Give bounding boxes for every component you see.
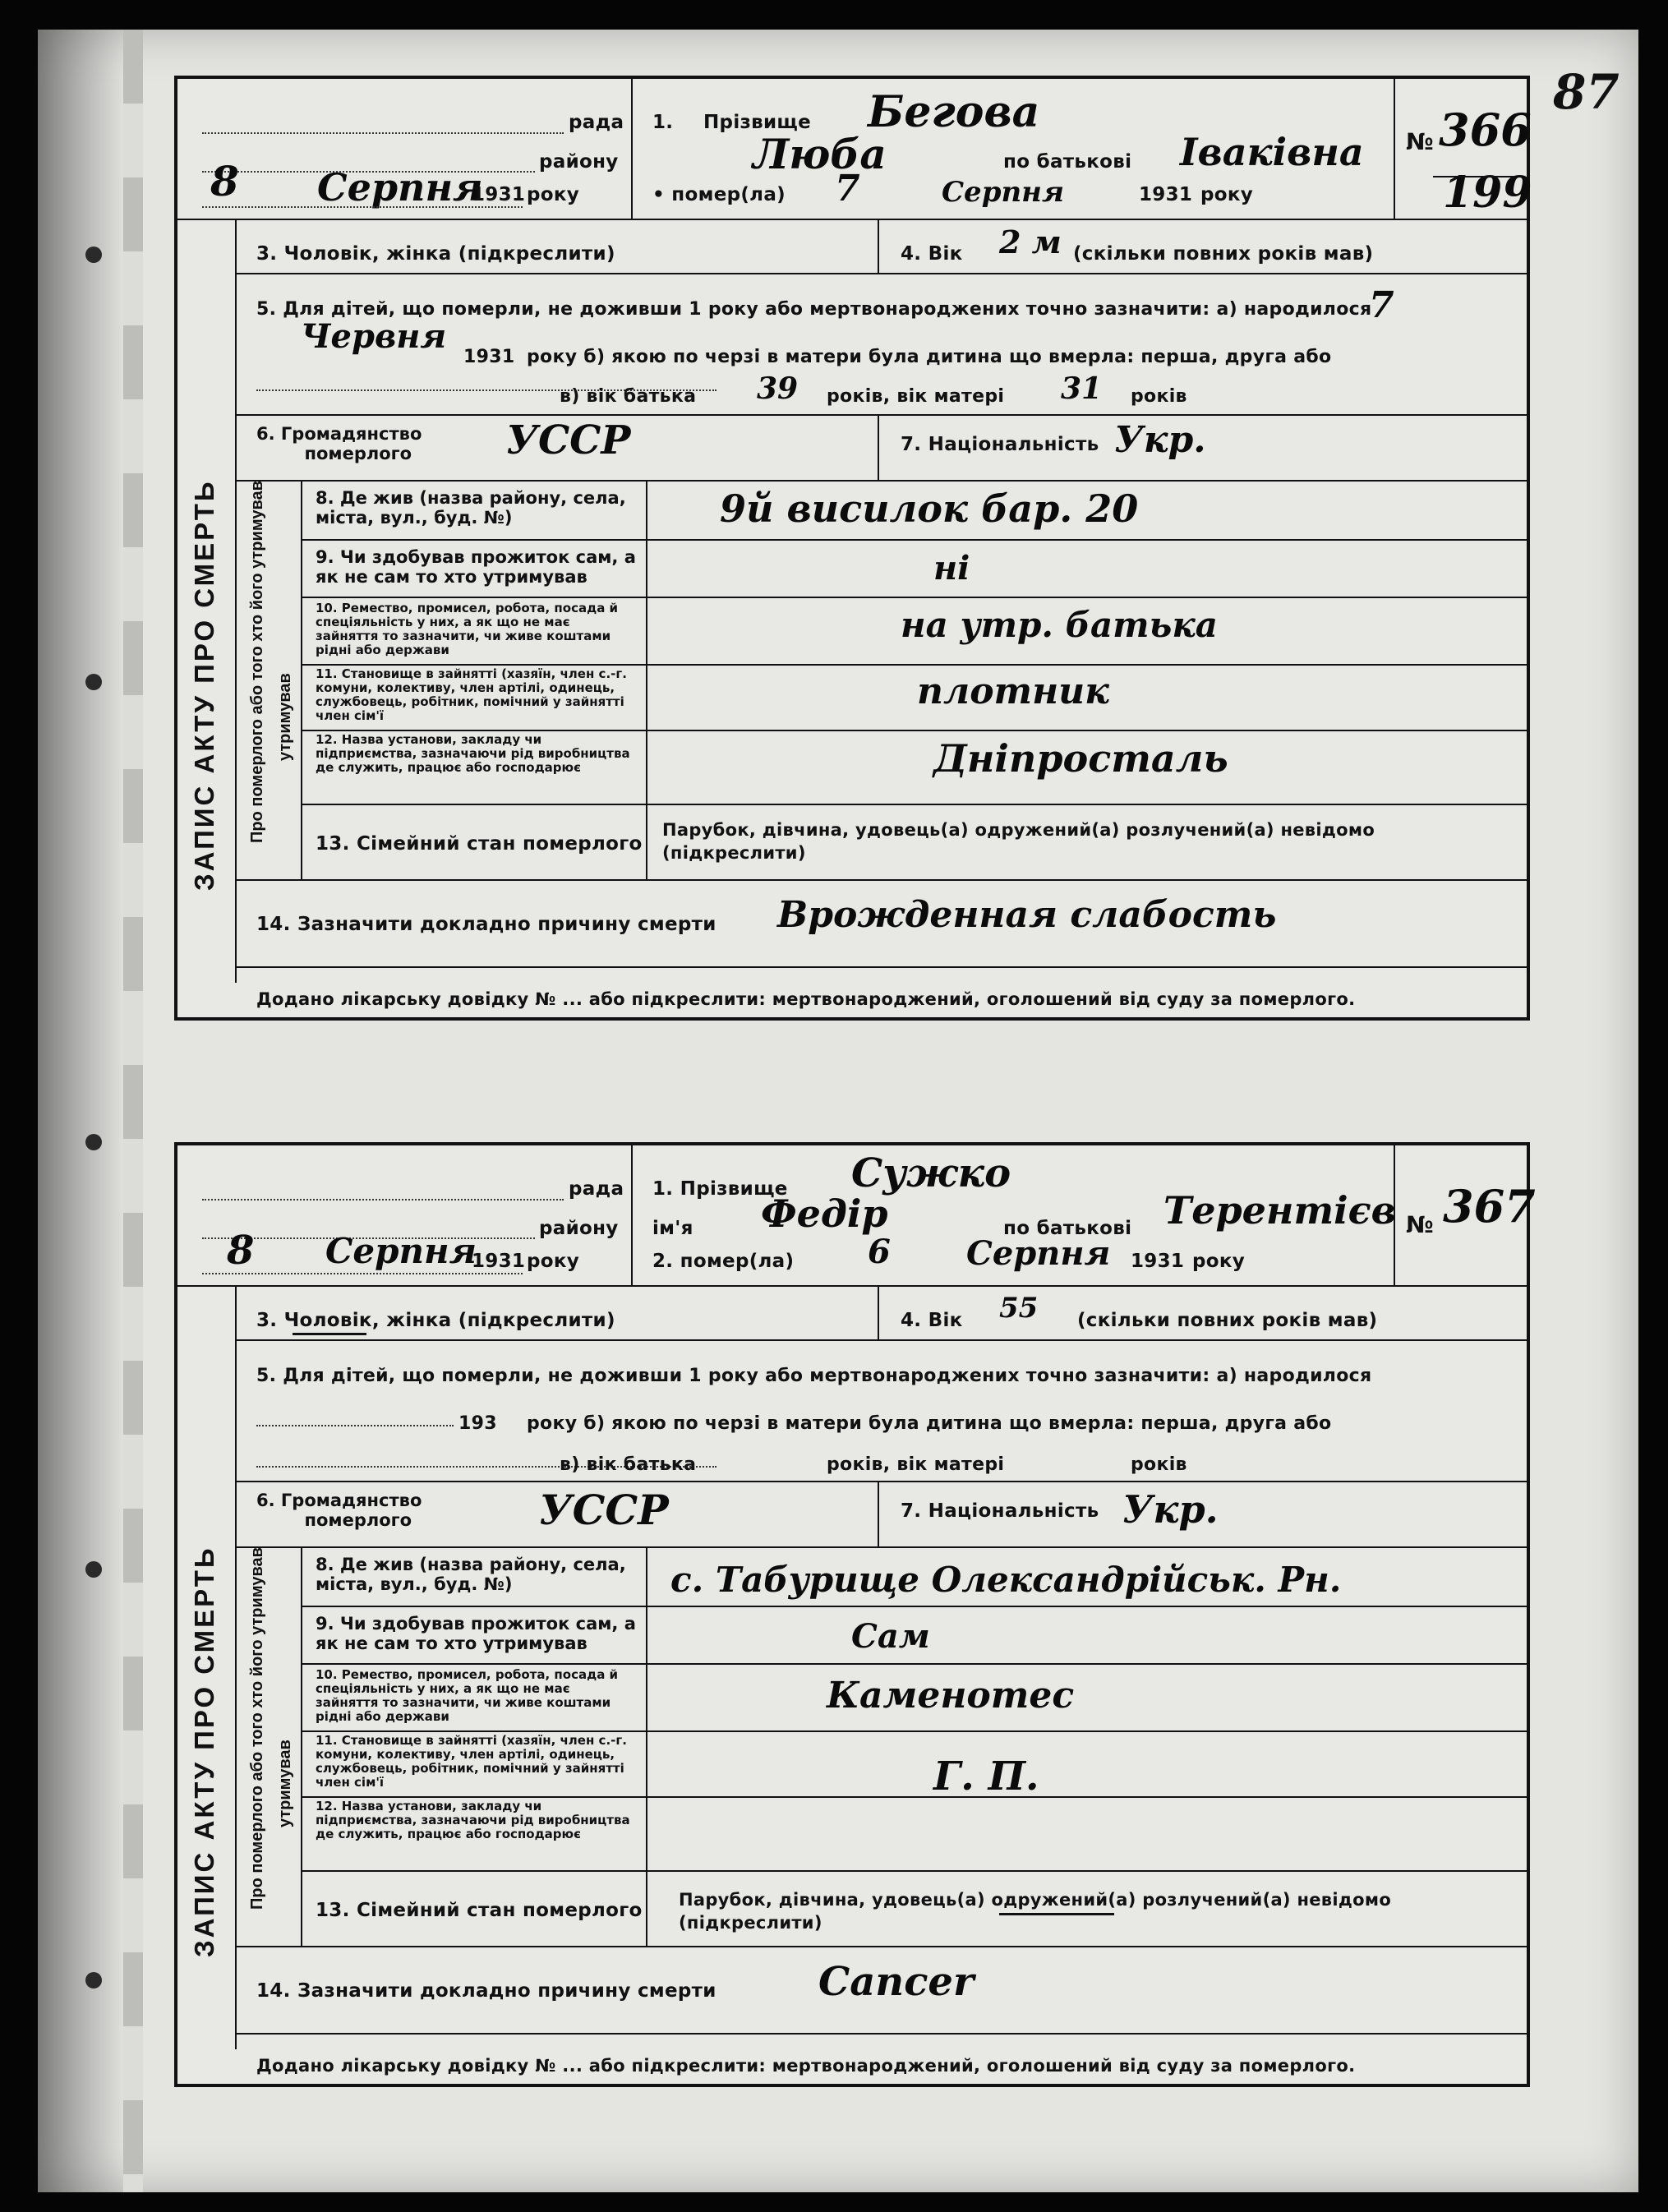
- field-5-line1: 5. Для дітей, що померли, не доживши 1 року або мертвонароджених точно зазначити: а) народилося: [256, 1366, 1372, 1386]
- field-5-line3b: років, вік матері: [827, 1454, 1005, 1475]
- roku-label: року: [527, 1251, 580, 1272]
- death-record-form-2: [174, 1142, 1536, 2087]
- nationality-value: Укр.: [1122, 1487, 1219, 1532]
- born-year: 1931: [463, 347, 515, 367]
- rada-label: рада: [569, 1178, 624, 1200]
- side-title: ЗАПИС АКТУ ПРО СМЕРТЬ: [189, 479, 219, 891]
- death-year: 1931: [1139, 184, 1193, 205]
- rada-label: рада: [569, 112, 624, 133]
- occupation-value: на утр. батька: [901, 605, 1218, 645]
- position-value: плотник: [917, 671, 1109, 712]
- surname-label: 1. Прізвище: [652, 1178, 788, 1200]
- binding-shadow: [38, 30, 128, 2192]
- archive-page-number: 87: [1553, 64, 1620, 120]
- surname-value: Сужко: [851, 1150, 1011, 1196]
- field-11-label: 11. Становище в зайнятті (хазяїн, член с.-г. комуни, колективу, член артілі, одинець, службовець, робітник, помічний у зайнятті член сім'ї: [316, 666, 627, 723]
- field-4-tail: (скільки повних років мав): [1073, 243, 1374, 265]
- field-5-line3a: в) вік батька: [560, 1454, 697, 1475]
- death-roku-label: року: [1200, 184, 1254, 205]
- residence-value: 9й висилок бар. 20: [720, 486, 1139, 531]
- roku-label: року: [527, 184, 580, 205]
- died-label: • помер(ла): [652, 184, 786, 205]
- nationality-value: Укр.: [1114, 419, 1206, 461]
- field-5-line3c: років: [1131, 1454, 1187, 1475]
- field-14-label: 14. Зазначити докладно причину смерти: [256, 1980, 717, 2002]
- patronymic-value: Іваківна: [1180, 130, 1364, 174]
- field-5-line3b: років, вік матері: [827, 386, 1005, 407]
- year-prefix: 193: [458, 1413, 497, 1434]
- field-13-label: 13. Сімейний стан померлого: [316, 833, 643, 855]
- father-age: 39: [757, 371, 799, 406]
- side-title: ЗАПИС АКТУ ПРО СМЕРТЬ: [189, 1546, 219, 1957]
- born-month: Червня: [301, 317, 447, 356]
- number-label: №: [1406, 128, 1434, 155]
- patronymic-label: по батькові: [1003, 1218, 1132, 1239]
- born-day: 7: [1369, 284, 1394, 326]
- age-value: 2 м: [999, 224, 1062, 260]
- field-15-label: Додано лікарську довідку № ... або підкреслити: мертвонароджений, оголошений від суду за померлого.: [256, 2056, 1356, 2076]
- employer-value: Дніпросталь: [933, 736, 1228, 781]
- field-4-label: 4. Вік: [901, 243, 963, 265]
- field-5-line2: року б) якою по черзі в матери була дитина що вмерла: перша, друга або: [527, 1413, 1332, 1434]
- field-9-label: 9. Чи здобував прожиток сам, а як не сам то хто утримував: [316, 1614, 636, 1653]
- field-5-line2: року б) якою по черзі в матери була дитина що вмерла: перша, друга або: [527, 347, 1332, 367]
- field-11-label: 11. Становище в зайнятті (хазяїн, член с.-г. комуни, колективу, член артілі, одинець, службовець, робітник, помічний у зайнятті член сім'ї: [316, 1733, 627, 1790]
- patronymic-label: по батькові: [1003, 151, 1132, 173]
- record-number: 367: [1443, 1180, 1536, 1233]
- age-value: 55: [999, 1292, 1039, 1325]
- citizenship-value: УССР: [539, 1486, 669, 1534]
- field-4-label: 4. Вік: [901, 1310, 963, 1331]
- side-subtitle: Про померлого або того хто його утримував: [248, 1547, 266, 1910]
- citizenship-value: УССР: [506, 417, 631, 463]
- death-day: 7: [835, 168, 860, 210]
- field-3-label: 3. Чоловік, жінка (підкреслити): [256, 243, 615, 265]
- death-day: 6: [868, 1233, 891, 1271]
- field-5-line3a: в) вік батька: [560, 386, 697, 407]
- field-5-line3c: років: [1131, 386, 1187, 407]
- name-value: Люба: [753, 130, 887, 178]
- residence-value: с. Табурище Олександрійськ. Рн.: [670, 1560, 1342, 1600]
- raion-label: району: [539, 151, 619, 173]
- field-9-label: 9. Чи здобував прожиток сам, а як не сам то хто утримував: [316, 547, 636, 587]
- name-value: Федір: [761, 1191, 888, 1236]
- field-12-label: 12. Назва установи, закладу чи підприємства, зазначаючи рід виробництва де служить, працює або господарює: [316, 732, 630, 775]
- death-month: Серпня: [942, 176, 1065, 209]
- surname-label: Прізвище: [703, 112, 812, 133]
- patronymic-value: Терентієв: [1163, 1188, 1396, 1233]
- name-label: ім'я: [652, 1218, 693, 1239]
- field-14-label: 14. Зазначити докладно причину смерти: [256, 914, 717, 935]
- side-subtitle: Про померлого або того хто його утримував: [248, 481, 266, 843]
- cause-value: Врожденная слабость: [777, 894, 1277, 936]
- reg-day: 8: [227, 1228, 255, 1274]
- record-number: 366: [1439, 104, 1532, 156]
- binding-strip: [123, 30, 143, 2192]
- field-7-label: 7. Національність: [901, 1500, 1099, 1522]
- support-value: ні: [933, 549, 970, 588]
- occupation-value: Каменотес: [827, 1675, 1075, 1717]
- field-5-line1: 5. Для дітей, що померли, не доживши 1 року або мертвонароджених точно зазначити: а) народилося: [256, 299, 1372, 320]
- side-subtitle-2: утримував: [276, 673, 294, 761]
- number-label: №: [1406, 1211, 1434, 1238]
- mother-age: 31: [1061, 371, 1103, 406]
- field-13-options: Парубок, дівчина, удовець(а) одружений(а) розлучений(а) невідомо (підкреслити): [662, 820, 1375, 863]
- field-13-label: 13. Сімейний стан померлого: [316, 1900, 643, 1921]
- field-6-label: 6. Громадянство померлого: [256, 1491, 422, 1530]
- field-6-label: 6. Громадянство померлого: [256, 424, 422, 463]
- death-year: 1931: [1131, 1251, 1185, 1272]
- surname-value: Бегова: [868, 87, 1040, 137]
- field-15-label: Додано лікарську довідку № ... або підкреслити: мертвонароджений, оголошений від суду за померлого.: [256, 989, 1356, 1009]
- death-roku-label: року: [1192, 1251, 1246, 1272]
- reg-day: 8: [210, 157, 239, 205]
- field-4-tail: (скільки повних років мав): [1077, 1310, 1378, 1331]
- raion-label: району: [539, 1218, 619, 1239]
- death-record-form-1: [174, 76, 1530, 1021]
- support-value: Сам: [851, 1617, 930, 1656]
- field-3-label: 3. Чоловік, жінка (підкреслити): [256, 1310, 615, 1331]
- employer-value: Г. П.: [933, 1753, 1039, 1800]
- field-12-label: 12. Назва установи, закладу чи підприємства, зазначаючи рід виробництва де служить, працює або господарює: [316, 1799, 630, 1841]
- field-10-label: 10. Ремество, промисел, робота, посада й спеціяльність у них, а як що не має зайняття то зазначити, чи живе коштами рідні або держави: [316, 1667, 619, 1724]
- reg-year: 1931: [472, 1251, 526, 1272]
- side-subtitle-2: утримував: [276, 1740, 294, 1827]
- field-8-label: 8. Де жив (назва району, села, міста, вул., буд. №): [316, 1555, 626, 1594]
- reg-year: 1931: [472, 184, 526, 205]
- death-month: Серпня: [966, 1234, 1111, 1273]
- field-8-label: 8. Де жив (назва району, села, міста, вул., буд. №): [316, 488, 626, 528]
- died-label: 2. помер(ла): [652, 1251, 795, 1272]
- field-10-label: 10. Ремество, промисел, робота, посада й спеціяльність у них, а як що не має зайняття то зазначити, чи живе коштами рідні або держави: [316, 601, 619, 657]
- field-1-label: 1.: [652, 112, 674, 133]
- record-number-2: 199: [1443, 168, 1532, 218]
- field-13-options: Парубок, дівчина, удовець(а) одружений(а) розлучений(а) невідомо (підкреслити): [679, 1890, 1392, 1933]
- cause-value: Cancer: [818, 1959, 975, 2005]
- reg-month: Серпня: [317, 165, 483, 210]
- field-7-label: 7. Національність: [901, 434, 1099, 455]
- reg-month: Серпня: [325, 1231, 477, 1271]
